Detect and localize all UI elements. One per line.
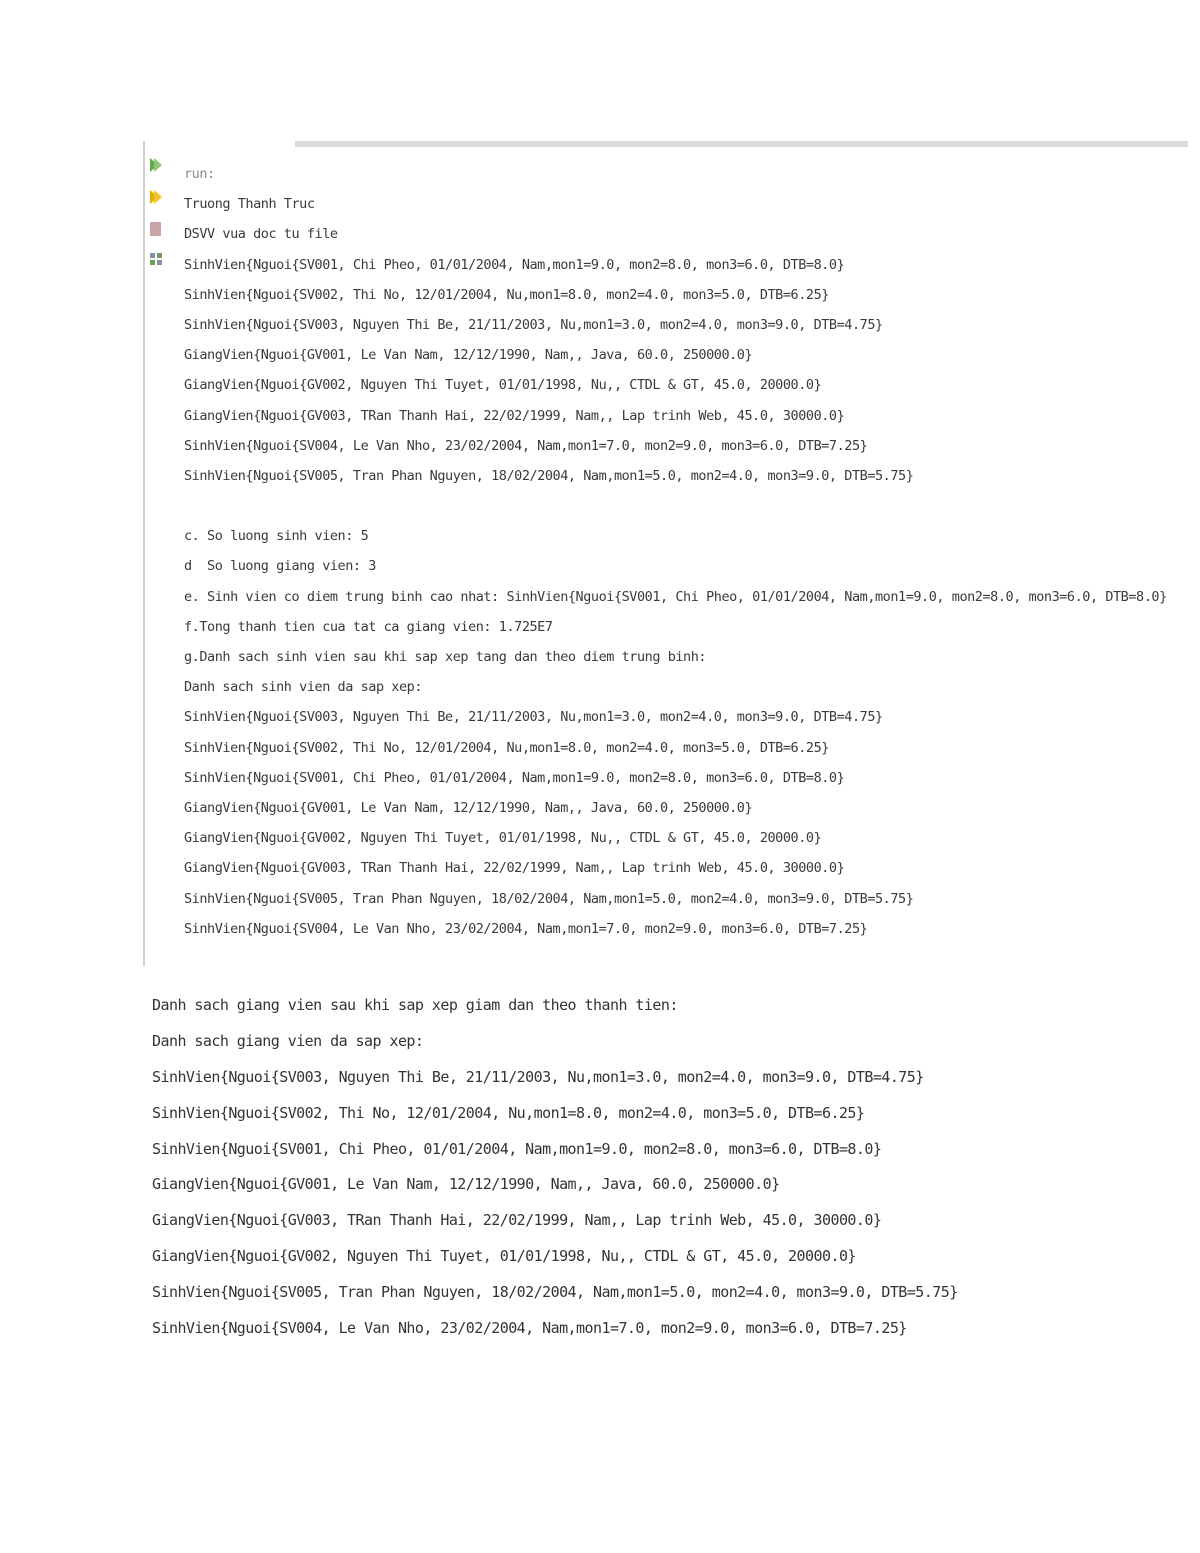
console-line: GiangVien{Nguoi{GV003, TRan Thanh Hai, 22/02/1999, Nam,, Lap trinh Web, 45.0, 30000.0} [184,407,845,424]
document-line: SinhVien{Nguoi{SV005, Tran Phan Nguyen, 18/02/2004, Nam,mon1=5.0, mon2=4.0, mon3=9.0, DTB=5.75} [152,1283,958,1302]
document-line: SinhVien{Nguoi{SV004, Le Van Nho, 23/02/2004, Nam,mon1=7.0, mon2=9.0, mon3=6.0, DTB=7.25} [152,1319,907,1338]
console-line: Truong Thanh Truc [184,196,315,213]
document-line: SinhVien{Nguoi{SV002, Thi No, 12/01/2004, Nu,mon1=8.0, mon2=4.0, mon3=5.0, DTB=6.25} [152,1103,865,1122]
console-line: SinhVien{Nguoi{SV002, Thi No, 12/01/2004, Nu,mon1=8.0, mon2=4.0, mon3=5.0, DTB=6.25} [184,739,829,756]
document-line: GiangVien{Nguoi{GV003, TRan Thanh Hai, 22/02/1999, Nam,, Lap trinh Web, 45.0, 30000.0} [152,1211,882,1230]
console-line: SinhVien{Nguoi{SV005, Tran Phan Nguyen, 18/02/2004, Nam,mon1=5.0, mon2=4.0, mon3=9.0, DTB=5.75} [184,467,914,484]
console-line: GiangVien{Nguoi{GV001, Le Van Nam, 12/12/1990, Nam,, Java, 60.0, 250000.0} [184,347,753,364]
output-console [143,141,1188,966]
document-line: GiangVien{Nguoi{GV002, Nguyen Thi Tuyet, 01/01/1998, Nu,, CTDL & GT, 45.0, 20000.0} [152,1247,856,1266]
console-output [184,159,1188,944]
settings-icon[interactable] [149,251,163,267]
document-line: Danh sach giang vien da sap xep: [152,1031,424,1050]
document-line: GiangVien{Nguoi{GV001, Le Van Nam, 12/12/1990, Nam,, Java, 60.0, 250000.0} [152,1175,780,1194]
console-toolbar [145,147,165,966]
console-line: SinhVien{Nguoi{SV004, Le Van Nho, 23/02/2004, Nam,mon1=7.0, mon2=9.0, mon3=6.0, DTB=7.25} [184,437,868,454]
console-line: GiangVien{Nguoi{GV002, Nguyen Thi Tuyet, 01/01/1998, Nu,, CTDL & GT, 45.0, 20000.0} [184,830,822,847]
document-line: SinhVien{Nguoi{SV003, Nguyen Thi Be, 21/11/2003, Nu,mon1=3.0, mon2=4.0, mon3=9.0, DTB=4.75} [152,1067,924,1086]
console-line: SinhVien{Nguoi{SV003, Nguyen Thi Be, 21/11/2003, Nu,mon1=3.0, mon2=4.0, mon3=9.0, DTB=4.75} [184,316,883,333]
stop-icon[interactable] [149,221,163,237]
console-line: e. Sinh vien co diem trung binh cao nhat: SinhVien{Nguoi{SV001, Chi Pheo, 01/01/2004, Nam,mon1=9.0, mon2=8.0, mon3=6.0, DTB=8.0} [184,588,1167,605]
console-line: DSVV vua doc tu file [184,226,338,243]
run-icon[interactable] [149,157,163,173]
console-line: SinhVien{Nguoi{SV002, Thi No, 12/01/2004, Nu,mon1=8.0, mon2=4.0, mon3=5.0, DTB=6.25} [184,286,829,303]
console-line: GiangVien{Nguoi{GV002, Nguyen Thi Tuyet, 01/01/1998, Nu,, CTDL & GT, 45.0, 20000.0} [184,377,822,394]
document-text [152,988,1192,1347]
console-line: SinhVien{Nguoi{SV005, Tran Phan Nguyen, 18/02/2004, Nam,mon1=5.0, mon2=4.0, mon3=9.0, DTB=5.75} [184,890,914,907]
console-top-bar [295,141,1188,147]
console-line: GiangVien{Nguoi{GV001, Le Van Nam, 12/12/1990, Nam,, Java, 60.0, 250000.0} [184,799,753,816]
console-blank-line [184,491,1188,521]
console-line: SinhVien{Nguoi{SV003, Nguyen Thi Be, 21/11/2003, Nu,mon1=3.0, mon2=4.0, mon3=9.0, DTB=4.75} [184,709,883,726]
console-line: g.Danh sach sinh vien sau khi sap xep tang dan theo diem trung binh: [184,649,707,665]
console-line: SinhVien{Nguoi{SV001, Chi Pheo, 01/01/2004, Nam,mon1=9.0, mon2=8.0, mon3=6.0, DTB=8.0} [184,256,845,273]
document-line: SinhVien{Nguoi{SV001, Chi Pheo, 01/01/2004, Nam,mon1=9.0, mon2=8.0, mon3=6.0, DTB=8.0} [152,1139,882,1158]
console-line: Danh sach sinh vien da sap xep: [184,679,423,696]
console-line: c. So luong sinh vien: 5 [184,528,369,545]
console-line: d So luong giang vien: 3 [184,558,376,575]
console-run-label: run: [184,166,215,182]
console-line: SinhVien{Nguoi{SV004, Le Van Nho, 23/02/2004, Nam,mon1=7.0, mon2=9.0, mon3=6.0, DTB=7.25} [184,920,868,937]
console-line: f.Tong thanh tien cua tat ca giang vien: 1.725E7 [184,618,553,635]
console-line: SinhVien{Nguoi{SV001, Chi Pheo, 01/01/2004, Nam,mon1=9.0, mon2=8.0, mon3=6.0, DTB=8.0} [184,769,845,786]
console-line: GiangVien{Nguoi{GV003, TRan Thanh Hai, 22/02/1999, Nam,, Lap trinh Web, 45.0, 30000.0} [184,860,845,877]
rerun-icon[interactable] [149,189,163,205]
document-line: Danh sach giang vien sau khi sap xep giam dan theo thanh tien: [152,996,678,1014]
